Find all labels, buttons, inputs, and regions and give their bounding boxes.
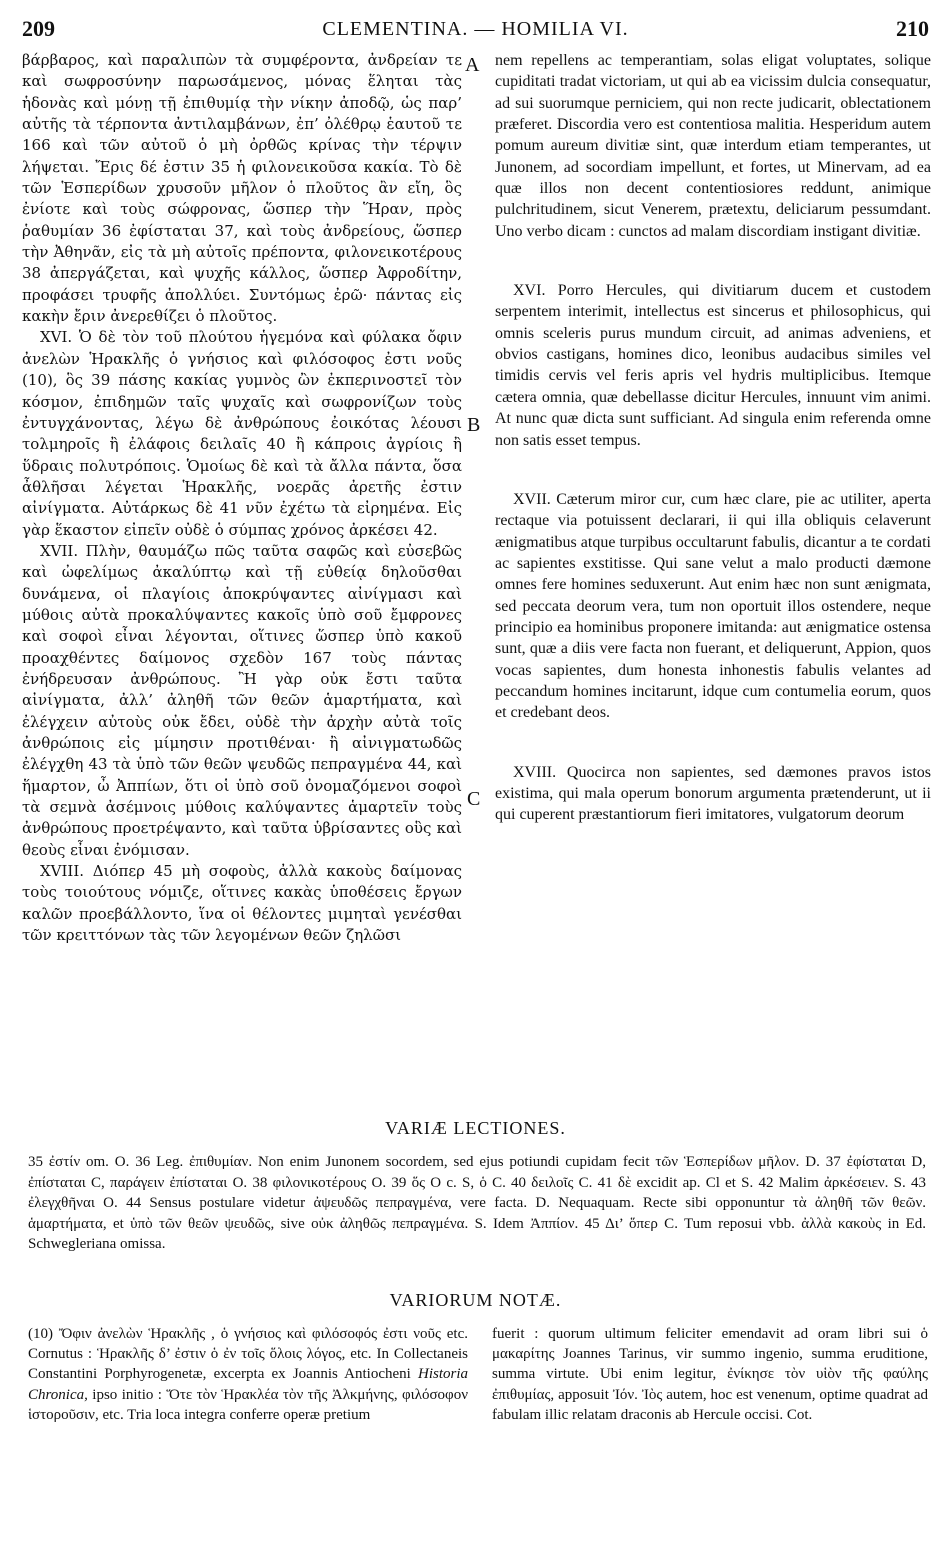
variae-lectiones-text xyxy=(28,1152,926,1255)
page-number-right: 210 xyxy=(896,16,929,41)
notae-left-italic: Historia Chronica, xyxy=(28,1366,468,1403)
variae-lectiones-body: 35 ἐστίν om. O. 36 Leg. ἐπιθυμίαν. Non enim Junonem socordem, sed ejus potiundi cupidam fecit τῶν Ἑσπερίδων μῆλον. D. 37 ἐφίσταται D, ἐπίσταται C, παράγειν ἐπίσταται O. 38 φιλονικοτέρους O. 39 ὅς O c. S, ὁ C. 40 δειλοῖς C. 41 δὲ excidit ap. Cl et S. 42 Malim ἀρκέσειεν. S. 43 ἐλεγχθῆναι O. 44 Sensus postulare videtur ἀψευδῶς πεπραγμένα, vere facta. D. Nequaquam. Recte sibi opponuntur τὰ ἀληθῆ τῶν θεῶν. ἁμαρτήματα, et ὑπὸ τῶν θεῶν ψευδῶς, sive οὐκ ἀληθῶς πεπραγμένα. S. Idem Ἀππίον. 45 Δι’ ὅπερ C. Tum reposui vbb. ἀλλὰ κακοὺς in Ed. Schwegleriana omissa. xyxy=(28,1154,926,1252)
margin-marker-a: A xyxy=(465,54,480,76)
notae-right-column xyxy=(492,1324,928,1425)
variae-lectiones-title: VARIÆ LECTIONES. xyxy=(385,1118,566,1138)
latin-paragraph-1: nem repellens ac temperantiam, solas eligat voluptates, solique cupiditati tradat victoriam, ut qui ab ea vicissim dulcia consequatur, ad sui suorumque perniciem, qui non recte judicarit, oblectationem præferet. Discordia vero est contentiosa malitia. Hesperidum autem pomum aureum divitiæ sint, quæ interdum etiam temperantes, ut Junonem, ad socordiam impellunt, et fortes, ut Minervam, ad ea quæ illos non decent contentiosiores reddunt, animique pulchritudinem, sicut Venerem, prætextu, deliciarum pessumdant. Uno verbo dicam : cunctos ad malam discordiam instigant divitiæ. xyxy=(495,52,931,240)
greek-paragraph-1: βάρβαρος, καὶ παραλιπὼν τὰ συμφέροντα, ἀνδρείαν τε καὶ σωφροσύνην παρωσάμενος, μόνας ἕληται τὰς ἡδονὰς καὶ μόνῃ τῇ ἐπιθυμίᾳ τὴν νίκην ἀποδῷ, ὡς παρ’ αὐτῆς τὰ τέρποντα ἀντιλαμβάνων, ἐπ’ ὀλέθρῳ ἑαυτοῦ τε 166 καὶ τῶν αὐτοῦ ὁ μὴ ὀρθῶς κρίνας τὴν τέρψιν λήψεται. Ἔρις δέ ἐστιν 35 ἡ φιλονεικοῦσα κακία. Τὸ δὲ τῶν Ἑσπερίδων χρυσοῦν μῆλον ὁ πλοῦτος ἂν εἴη, ὃς ἐνίοτε καὶ τοὺς σώφρονας, ὥσπερ τὴν Ἥραν, πρὸς ῥαθυμίαν 36 ἐφίσταται 37, καὶ τοὺς ἀνδρείους, ὥσπερ τὴν Ἀθηνᾶν, εἰς τὰ μὴ αὐτοῖς πρέποντα, φιλονεικοτέρους 38 ἀπεργάζεται, καὶ ψυχῆς κάλλος, ὥσπερ Ἀφροδίτην, προφάσει τρυφῆς ἀπολλύει. Συντόμως ἐρῶ· πάντας εἰς κακὴν ἔριν ἀνερεθίζει ὁ πλοῦτος. xyxy=(22,51,462,326)
latin-paragraph-xvi: XVI. Porro Hercules, qui divitiarum ducem et custodem serpentem interimit, intellectus est sincerus et philosophicus, qui omnis sceleris purus mundum circuit, ad animas adveniens, et obvios castigans, homines dico, leonibus audacibus similes vel timidis cervis vel feris apris vel hydris multiplicibus. Itemque cætera omnia, quæ debellasse dicitur Hercules, innuunt vim animi. At nunc quæ dicta sunt sufficiant. Ad singula enim referenda omne non satis esset tempus. xyxy=(495,282,931,449)
latin-column xyxy=(495,50,931,826)
greek-column xyxy=(22,50,462,946)
latin-paragraph-xviii: XVIII. Quocirca non sapientes, sed dæmones pravos istos existima, qui mala operum bonorum argumenta prætenderunt, ut ii qui cuperent præstantiorum fieri imitatores, vulgatorum deorum xyxy=(495,763,931,824)
greek-paragraph-xvi: XVI. Ὁ δὲ τὸν τοῦ πλούτου ἡγεμόνα καὶ φύλακα ὄφιν ἀνελὼν Ἡρακλῆς ὁ γνήσιος καὶ φιλόσοφος ἐστι νοῦς (10), ὃς 39 πάσης κακίας γυμνὸς ὢν ἐκπερινοστεῖ τὸν κόσμον, ἐπιδημῶν ταῖς ψυχαῖς καὶ σωφρονίζων τοὺς ἐντυγχάνοντας, λέγω δὲ ἀνθρώπους ἐοικότας λέουσι τολμηροῖς ἢ ἐλάφοις δειλαῖς 40 ἢ κάπροις ἀγρίοις ἢ ὕδραις πολυτρόποις. Ὁμοίως δὲ καὶ τὰ ἄλλα πάντα, ὅσα ἆθλῆσαι λέγεται Ἡρακλῆς, νοερᾶς ἀρετῆς ἐστιν αἰνίγματα. Αὐτάρκως δὲ 41 νῦν ἐχέτω τὰ εἰρημένα. Εἰς γὰρ ἕκαστον εἰπεῖν οὐδὲ ὁ σύμπας χρόνος ἀρκέσει 42. xyxy=(22,328,462,539)
variorum-notae-title: VARIORUM NOTÆ. xyxy=(389,1290,562,1310)
margin-marker-c: C xyxy=(467,788,481,810)
notae-left-column xyxy=(28,1324,468,1425)
latin-paragraph-xvii: XVII. Cæterum miror cur, cum hæc clare, pie ac utiliter, aperta rectaque via potuissent declarari, ii qui illa obliquis celaverunt ænigmatibus atque turpibus occultarunt fabulis, dicantur a te cordati ac sapientes exstitisse. Qui sane velut a malo producti dæmone omnes fere homines seduxerunt. Aut enim hæc non sunt ænigmata, sed peccata deorum vera, tum non oportuit illos ostendere, neque principio ea hominibus proponere imitanda: aut ænigmatice ostensa sunt, quæ a diis vere facta non fuerant, et deliquerunt, Appion, quos vocas sapientes, dum honesta inhonestis fabulis velantes ad peccandum homines incitarunt, idque cum contumelia eorum, quos et credebant deos. xyxy=(495,490,931,722)
notae-left-pre: (10) Ὄφιν ἀνελὼν Ἡρακλῆς , ὁ γνήσιος καὶ φιλόσοφός ἐστι νοῦς etc. Cornutus : Ἡρακλῆς δ’ ἐστιν ὁ ἐν τοῖς ὅλοις λόγος, etc. In Collectaneis Constantini Porphyrogenetæ, excerpta ex Joannis Antiocheni xyxy=(28,1326,468,1383)
page-number-left: 209 xyxy=(22,16,55,41)
running-title: CLEMENTINA. — HOMILIA VI. xyxy=(322,18,629,40)
margin-marker-b: B xyxy=(467,414,481,436)
notae-left-post: ipso initio : Ὅτε τὸν Ἡρακλέα τὸν τῆς Ἀλκμήνης, φιλόσοφον ἱστοροῦσιν, etc. Tria loca integra conferre operæ pretium xyxy=(28,1386,468,1423)
notae-right-text: fuerit : quorum ultimum feliciter emendavit ad oram libri sui ὁ μακαρίτης Joannes Tarinus, vir summo ingenio, summa eruditione, summa virtute. Ubi enim legitur, ἐνίκησε τὸν υἱὸν τῆς φαύλης ἐπιθυμίας, apposuit Ἰόν. Ἰὸς autem, hoc est venenum, optime quadrat ad fabulam illic relatam draconis ab Hercule occisi. Cot. xyxy=(492,1326,928,1423)
running-header xyxy=(22,10,929,44)
greek-paragraph-xvii: XVII. Πλὴν, θαυμάζω πῶς ταῦτα σαφῶς καὶ εὐσεβῶς καὶ ὠφελίμως ἀκαλύπτῳ καὶ τῇ εὐθείᾳ δηλοῦσθαι δυνάμενα, οἱ πλαγίοις ἀποκρύψαντες αἰνίγμασι καὶ μύθοις αὐτὰ προκαλύψαντες κακοῖς ὑπὸ σοῦ ἔμφρονες καὶ σοφοὶ εἶναι λέγονται, οἵτινες ὥσπερ ὑπὸ κακοῦ προαχθέντες δαίμονος σχεδὸν 167 τοὺς πάντας ἐνήδρευσαν ἀνθρώπους. Ἢ γὰρ οὐκ ἔστι ταῦτα αἰνίγματα, ἀλλ’ ἀληθῆ τῶν θεῶν ἁμαρτήματα, καὶ ἐλέγχειν αὐτοὺς οὐκ ἔδει, οὐδὲ τὴν ἀρχὴν αὐτὰ τοῖς ἀνθρώποις εἰς μίμησιν προτιθέναι· ἢ αἰνιγματωδῶς ἐλέγχθη 43 τὰ ὑπὸ τῶν θεῶν ψευδῶς πεπραγμένα 44, καὶ ἥμαρτον, ὦ Ἀππίων, ὅτι οἱ ὑπὸ σοῦ ὀνομαζόμενοι σοφοὶ τὰ σεμνὰ ἀσέμνοις μύθοις καλύψαντες ἁμαρτεῖν τοὺς ἀνθρώπους προετρέψαντο, καὶ ταῦτα ὑβρίσαντες οὓς καὶ θεοὺς εἶναι ἐνόμισαν. xyxy=(22,541,462,859)
greek-paragraph-xviii: XVIII. Διόπερ 45 μὴ σοφοὺς, ἀλλὰ κακοὺς δαίμονας τοὺς τοιούτους νόμιζε, οἵτινες κακὰς ὑποθέσεις ἔργων καλῶν προεβάλλοντο, ἵνα οἱ θέλοντες μιμηταὶ γενέσθαι τῶν κρειττόνων τὰς τῶν λεγομένων θεῶν ζηλῶσι xyxy=(22,862,462,945)
notae-left-text xyxy=(28,1324,468,1425)
